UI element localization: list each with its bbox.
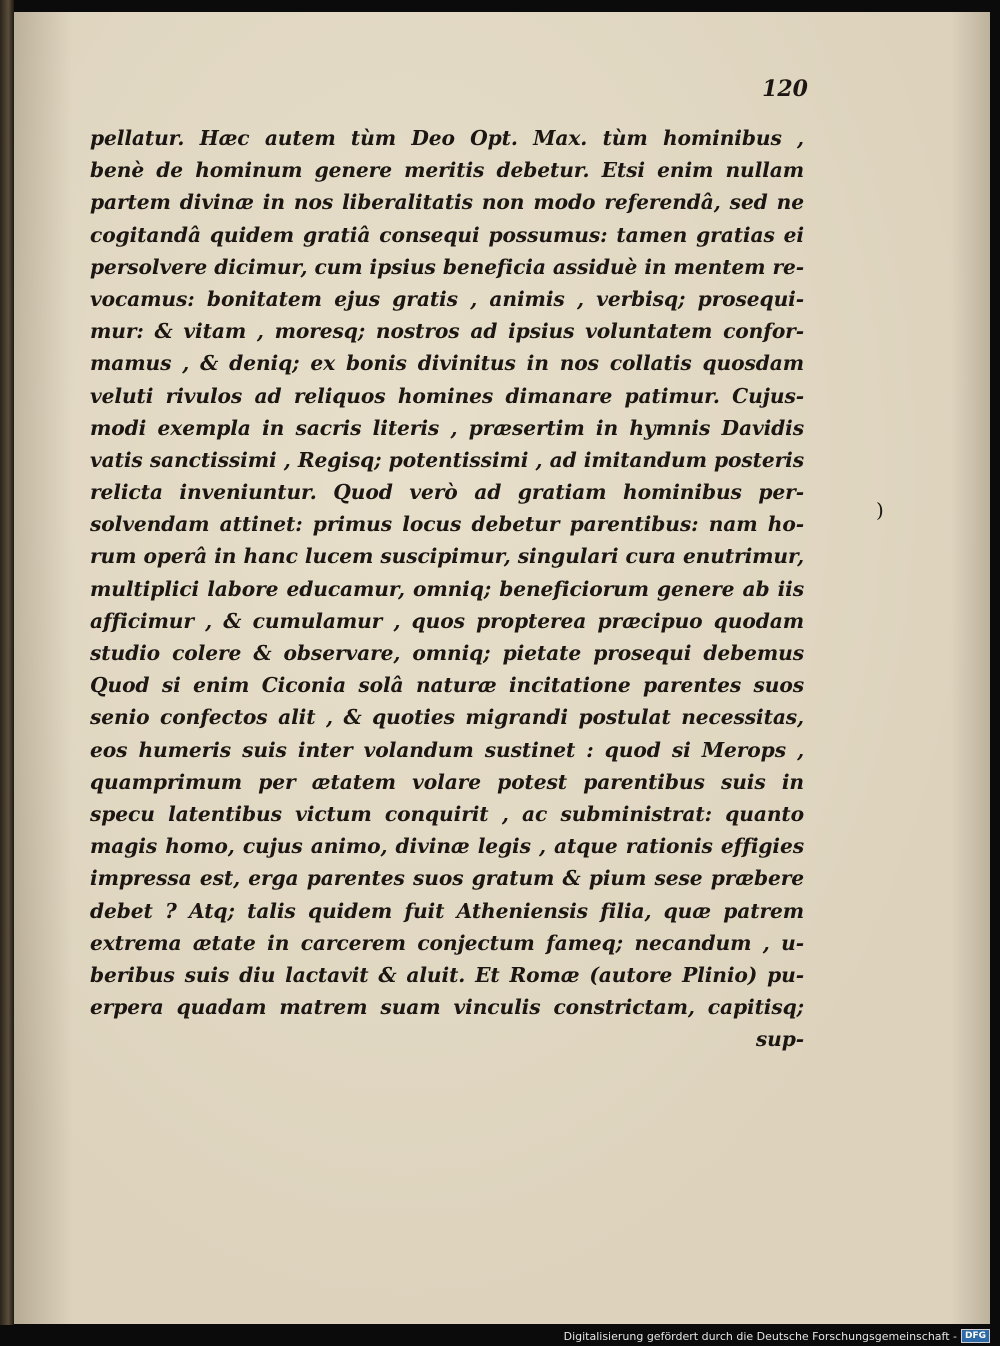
text-line: pellatur. Hæc autem tùm Deo Opt. Max. tùm hominibus , — [90, 126, 804, 150]
text-line: impressa est, erga parentes suos gratum & pium sese præbere — [90, 866, 804, 891]
text-line: afficimur , & cumulamur , quos propterea præcipuo quodam — [90, 608, 804, 633]
text-line: vocamus: bonitatem ejus gratis , animis , verbisq; prosequi- — [90, 286, 804, 311]
margin-mark: ) — [876, 498, 884, 522]
page-number: 120 — [762, 76, 808, 102]
text-line: eos humeris suis inter volandum sustinet : quod si Merops , — [90, 737, 804, 762]
text-line: benè de hominum genere meritis debetur. Etsi enim nullam — [90, 158, 804, 183]
catchword: sup- — [755, 1027, 804, 1052]
footer-credit: Digitalisierung gefördert durch die Deutsche Forschungsgemeinschaft - — [563, 1329, 957, 1343]
text-line: partem divinæ in nos liberalitatis non modo referendâ, sed ne — [90, 190, 804, 215]
text-line: veluti rivulos ad reliquos homines dimanare patimur. Cujus- — [90, 383, 804, 408]
text-line: persolvere dicimur, cum ipsius beneficia assiduè in mentem re- — [90, 254, 804, 279]
book-page — [14, 12, 990, 1324]
text-line: studio colere & observare, omniq; pietate prosequi debemus — [90, 641, 804, 665]
text-line: rum operâ in hanc lucem suscipimur, singulari cura enutrimur, — [90, 544, 804, 569]
text-line: mur: & vitam , moresq; nostros ad ipsius voluntatem confor- — [90, 319, 804, 344]
body-text — [90, 122, 804, 1055]
text-line: magis homo, cujus animo, divinæ legis , atque rationis effigies — [90, 834, 804, 859]
text-line: specu latentibus victum conquirit , ac subministrat: quanto — [90, 801, 804, 826]
text-line: multiplici labore educamur, omniq; beneficiorum genere ab iis — [90, 576, 804, 601]
text-line: beribus suis diu lactavit & aluit. Et Romæ (autore Plinio) pu- — [90, 962, 804, 987]
text-line: Quod si enim Ciconia solâ naturæ incitatione parentes suos — [90, 673, 804, 698]
text-line: cogitandâ quidem gratiâ consequi possumus: tamen gratias ei — [90, 222, 804, 247]
text-line: senio confectos alit , & quoties migrandi postulat necessitas, — [90, 705, 804, 730]
text-line: mamus , & deniq; ex bonis divinitus in nos collatis quosdam — [90, 351, 804, 376]
text-line: solvendam attinet: primus locus debetur parentibus: nam ho- — [90, 512, 804, 537]
text-line: modi exempla in sacris literis , præsertim in hymnis Davidis — [90, 415, 804, 440]
text-line: vatis sanctissimi , Regisq; potentissimi , ad imitandum posteris — [90, 447, 804, 472]
text-line: debet ? Atq; talis quidem fuit Atheniensis filia, quæ patrem — [90, 898, 804, 923]
text-line: relicta inveniuntur. Quod verò ad gratiam hominibus per- — [90, 480, 804, 505]
footer — [564, 1328, 990, 1344]
text-line: erpera quadam matrem suam vinculis constrictam, capitisq; — [90, 995, 804, 1020]
dfg-logo: DFG — [961, 1329, 990, 1343]
text-line: extrema ætate in carcerem conjectum fameq; necandum , u- — [90, 930, 804, 955]
book-edge — [0, 0, 14, 1325]
text-line: quamprimum per ætatem volare potest parentibus suis in — [90, 769, 804, 794]
